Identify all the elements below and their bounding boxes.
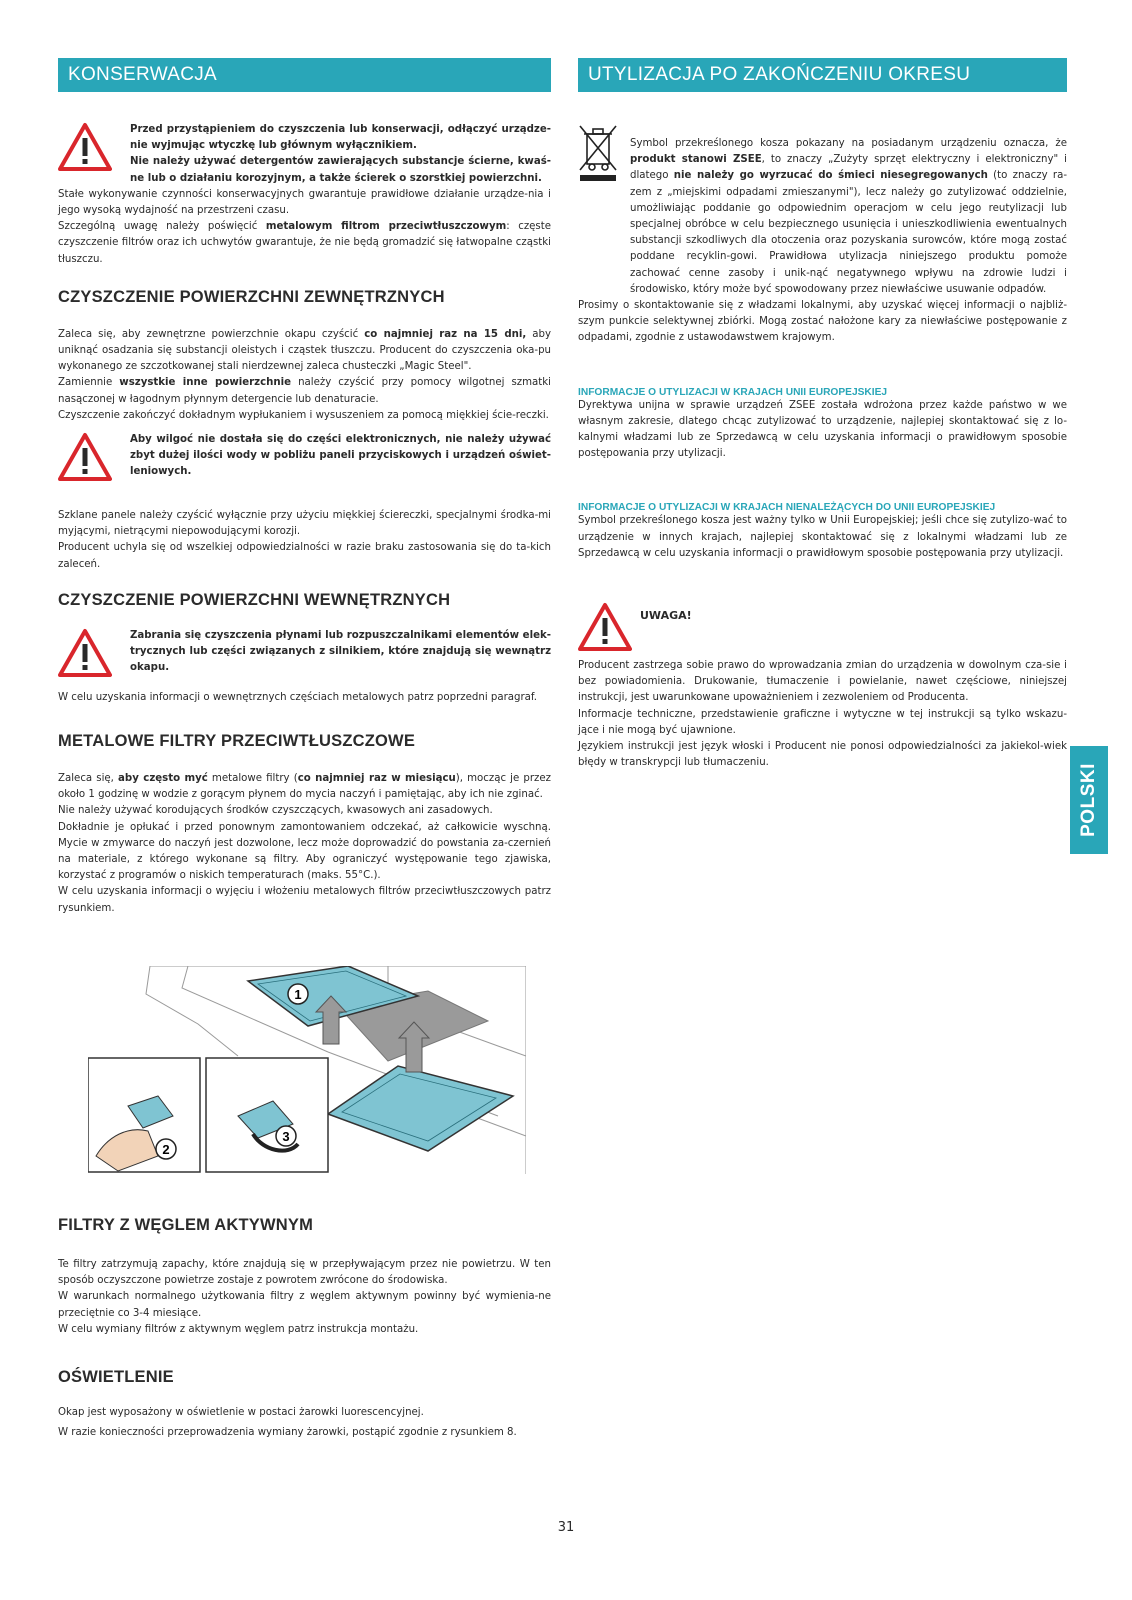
left-column [58,58,551,917]
heading-eu-disposal: INFORMACJE O UTYLIZACJI W KRAJACH UNII EUROPEJSKIEJ [578,386,888,398]
paragraph: Szklane panele należy czyścić wyłącznie przy użyciu miękkiej ściereczki, specjalnymi środka-mi myjącymi, nietrącymi niepowodującymi korozji. [58,510,551,538]
paragraph: Czyszczenie zakończyć dokładnym wypłukaniem i wysuszeniem za pomocą miękkiej ście-reczki. [58,409,549,421]
paragraph: Dokładnie je opłukać i przed ponownym zamontowaniem odczekać, aż całkowicie wyschną. Mycie w zmywarce do naczyń jest dozwolone, lecz może doprowadzić do powstania za-czernień na materiale, z którego wykonane są filtry. Aby ograniczyć występowanie tego zjawiska, korzystać z programów o niskich temperaturach (maks. 55°C.). [58,821,551,882]
warning-box-moisture [58,432,551,482]
warning-box-solvents [58,628,551,678]
warning-triangle-icon [58,628,112,678]
paragraph: Zaleca się, aby zewnętrzne powierzchnie okapu czyścić co najmniej raz na 15 dni, aby uniknąć osadzania się substancji oleistych i cząstek tłuszczu. Producent do czyszczenia oka-pu wykonanego ze szczotkowanej stali nierdzewnej zaleca chusteczki „Magic Steel". [58,328,551,373]
svg-text:3: 3 [282,1129,290,1144]
step-label-2 [156,1139,176,1159]
warning-text: Przed przystąpieniem do czyszczenia lub konserwacji, odłączyć urządze-nie wyjmując wtyczkę lub głównym wyłącznikiem. Nie należy używać detergentów zawierających substancje ścierne, kwaś-ne lub o działaniu korozyjnym, a także ścierek o szorstkiej powierzchni. [130,124,551,184]
filter-panel-2 [328,1066,513,1151]
page-number: 31 [557,1520,575,1535]
step-label-3 [276,1126,296,1146]
weee-paragraph: Symbol przekreślonego kosza pokazany na posiadanym urządzeniu oznacza, że produkt stanowi ZSEE, to znaczy „Zużyty sprzęt elektryczny i elektroniczny" i dlatego nie należy go wyrzucać do śmieci niesegregowanych (to znaczy ra-zem z „miejskimi odpadami zmieszanymi"), lecz należy go zutylizować oddzielnie, umożliwiając poddanie go odpowiednim operacjom w celu jego reutylizacji lub specjalnej obróbce w celu bezpiecznego usunięcia i unieszkodliwienia ewentualnych substancji szkodliwych dla otoczenia oraz pozyskania surowców, które mogą zostać poddane recyklin-gowi. Prawidłowa utylizacja niniejszego produktu pomoże zachować cenne zasoby i unik-nąć negatywnego wpływu na zdrowie ludzi i środowisko, który może być spowodowany przez niewłaściwe usuwanie odpadów. [630,138,1067,295]
heading-metal-filters: METALOWE FILTRY PRZECIWTŁUSZCZOWE [58,732,416,751]
paragraph: Okap jest wyposażony w oświetlenie w postaci żarowki luorescencyjnej. [58,1407,424,1419]
paragraph: Nie należy używać korodujących środków czyszczących, kwasowych ani zasadowych. [58,805,493,817]
crossed-bin-icon [578,122,620,184]
warning-triangle-icon [578,602,632,652]
paragraph: Symbol przekreślonego kosza jest ważny tylko w Unii Europejskiej; jeśli chce się zutylizo-wać to urządzenie w innych krajach, najlepiej skontaktować się z lokalnymi władzami lub ze Sprzedawcą w celu uzyskania informacji o prawidłowym sposobie postępowania przy utylizacji. [578,515,1067,559]
detail-box-release-latch [88,1058,200,1172]
warning-box-disconnect [58,122,551,187]
paragraph: Informacje techniczne, przedstawienie graficzne i wytyczne w tej instrukcji są tylko wskazu-jące i nie mogą być ujawnione. [578,708,1067,736]
paragraph: Te filtry zatrzymują zapachy, które znajdują się w przepływającym przez nie powietrzu. W ten sposób oczyszczone powietrze zostaje z powrotem zwrócone do środowiska. [58,1259,551,1287]
warning-triangle-icon [58,432,112,482]
paragraph: Stałe wykonywanie czynności konserwacyjnych gwarantuje prawidłowe działanie urządze-nia i jego wysoką wydajność na przestrzeni czasu. [58,188,551,217]
paragraph: Zamiennie wszystkie inne powierzchnie należy czyścić przy pomocy wilgotnej szmatki nasączonej w łagodnym płynnym detergencie lub denaturacie. [58,377,552,405]
paragraph: W celu uzyskania informacji o wyjęciu i włożeniu metalowych filtrów przeciwtłuszczowych patrz rysunkiem. [58,886,551,914]
language-tab-label: POLSKI [1078,763,1099,837]
warning-triangle-icon [58,122,112,172]
paragraph: Prosimy o skontaktowanie się z władzami lokalnymi, aby uzyskać więcej informacji o najbliż-szym punkcie selektywnej zbiórki. Mogą zostać nałożone kary za niewłaściwe postępowanie z odpadami, zgodnie z ustawodawstwem krajowym. [578,300,1067,344]
heading-lighting: OŚWIETLENIE [58,1368,174,1387]
paragraph: Producent zastrzega sobie prawo do wprowadzania zmian do urządzenia w dowolnym cza-sie i bez powiadomienia. Drukowanie, tłumaczenie i powielanie, nawet częściowe, niniejszej instrukcji, jest uwarunkowane upoważnieniem i zezwoleniem od Producenta. [578,660,1067,704]
paragraph: W celu uzyskania informacji o wewnętrznych częściach metalowych patrz poprzedni paragraf. [58,691,538,703]
warning-box-uwaga [578,602,1067,654]
section-banner-utylizacja: UTYLIZACJA PO ZAKOŃCZENIU OKRESU EKSPLOATACJI [578,58,1067,92]
paragraph: Językiem instrukcji jest język włoski i Producent nie ponosi odpowiedzialności za jakiekol-wiek błędy w transkrypcji lub tłumaczeniu. [578,741,1067,769]
weee-block [578,122,1067,298]
svg-text:1: 1 [294,987,302,1002]
heading-carbon-filters: FILTRY Z WĘGLEM AKTYWNYM [58,1216,314,1234]
right-column [578,58,1067,771]
heading-interior-cleaning: CZYSZCZENIE POWIERZCHNI WEWNĘTRZNYCH [58,590,451,609]
language-tab [1070,746,1108,854]
uwaga-label: UWAGA! [640,609,692,623]
section-banner-konserwacja: KONSERWACJA [58,58,551,92]
paragraph: W celu wymiany filtrów z aktywnym węglem patrz instrukcja montażu. [58,1323,419,1335]
paragraph: W warunkach normalnego użytkowania filtry z węglem aktywnym powinny być wymienia-ne przeciętnie co 3-4 miesiące. [58,1291,551,1319]
heading-exterior-cleaning: CZYSZCZENIE POWIERZCHNI ZEWNĘTRZNYCH [58,287,445,306]
paragraph: Zaleca się, aby często myć metalowe filtry (co najmniej raz w miesiącu), mocząc je przez około 1 godzinę w wodzie z gorącym płynem do mycia naczyń i pamiętając, aby ich nie zginać. [58,773,551,801]
step-label-1 [288,984,308,1004]
heading-non-eu-disposal: INFORMACJE O UTYLIZACJI W KRAJACH NIENALEŻĄCYCH DO UNII EUROPEJSKIEJ [578,502,996,514]
paragraph: Szczególną uwagę należy poświęcić metalowym filtrom przeciwtłuszczowym: częste czyszczenie filtrów oraz ich uchwytów gwarantuje, że nie będą gromadzić się łatwopalne cząstki tłuszczu. [58,221,552,265]
warning-text: Zabrania się czyszczenia płynami lub rozpuszczalnikami elementów elek-trycznych lub części związanych z silnikiem, które znajdują się wewnątrz okapu. [130,629,551,674]
paragraph: Dyrektywa unijna w sprawie urządzeń ZSEE została wdrożona przez każde państwo w we własnym zakresie, dlatego chcąc zutylizować to urządzenie, najlepiej skontaktować się z lo-kalnymi władzami lub ze Sprzedawcą w celu uzyskania informacji o prawidłowym sposobie postępowania przy utylizacji. [578,399,1067,460]
left-column-bottom [58,1216,551,1441]
detail-box-tilt-filter [206,1058,328,1172]
paragraph: W razie konieczności przeprowadzenia wymiany żarowki, postąpić zgodnie z rysunkiem 8. [58,1427,517,1439]
paragraph: Producent uchyla się od wszelkiej odpowiedzialności w razie braku zastosowania się do ta-kich zaleceń. [58,542,551,570]
filter-removal-illustration [88,966,526,1174]
svg-text:2: 2 [162,1142,170,1157]
warning-text: Aby wilgoć nie dostała się do części elektronicznych, nie należy używać zbyt dużej ilości wody w pobliżu paneli przyciskowych i urządzeń oświet-leniowych. [130,434,551,478]
